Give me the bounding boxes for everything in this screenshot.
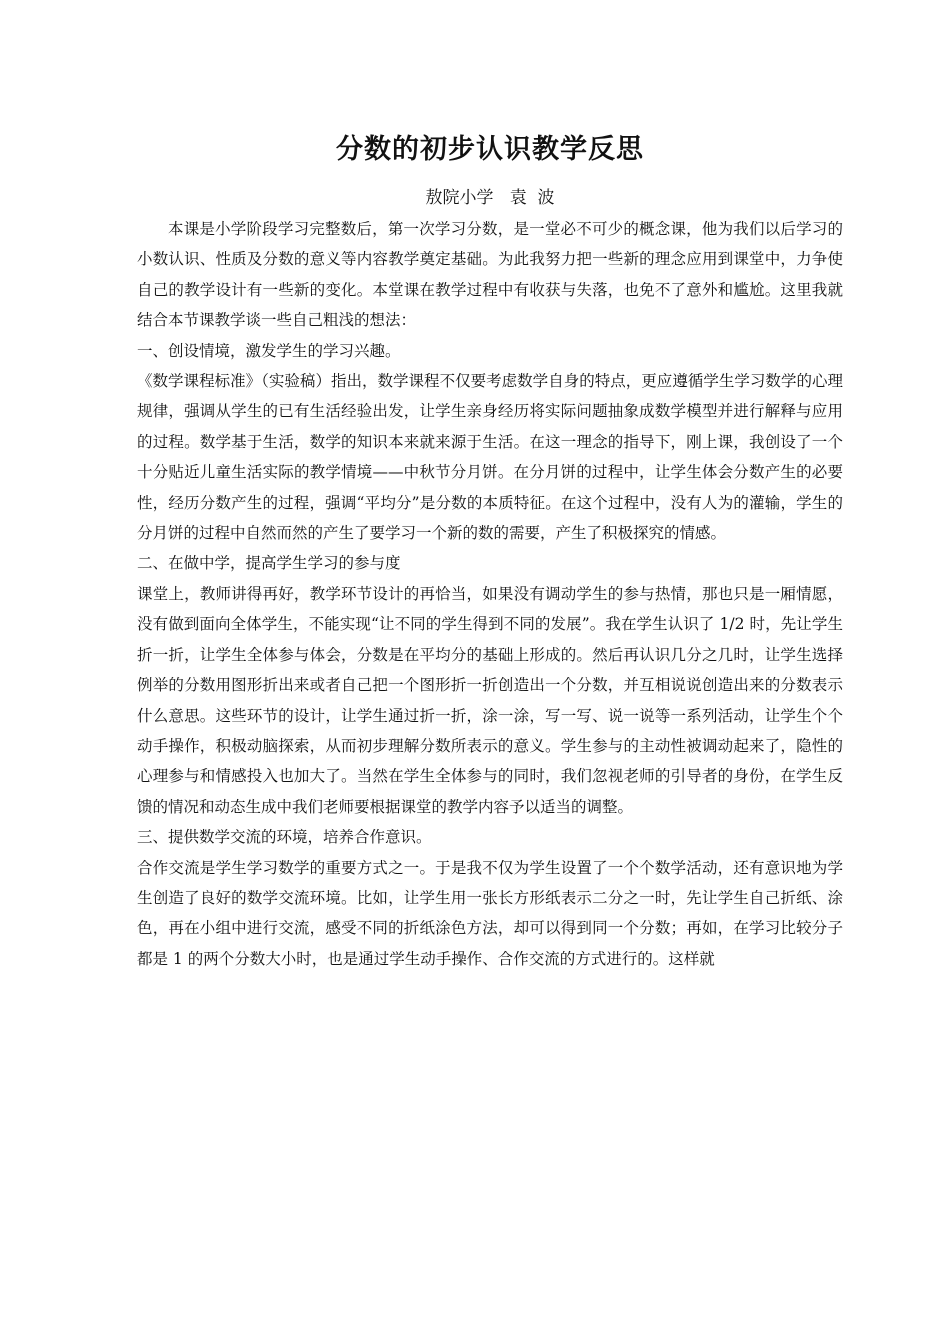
section-heading-2: 二、在做中学，提高学生学习的参与度 <box>137 554 401 573</box>
document-title: 分数的初步认识教学反思 <box>336 134 644 165</box>
section-heading-3: 三、提供数学交流的环境，培养合作意识。 <box>137 828 432 847</box>
section-paragraph-3: 合作交流是学生学习数学的重要方式之一。于是我不仅为学生设置了一个个数学活动，还有意识地为学生创造了良好的数学交流环境。比如，让学生用一张长方形纸表示二分之一时，先让学生自己折纸、涂色，再在小组中进行交流，感受不同的折纸涂色方法，却可以得到同一个分数；再如，在学习比较分子都是 1 的两个分数大小时，也是通过学生动手操作、合作交流的方式进行的。这样就 <box>137 858 843 968</box>
author-line: 敖院小学 袁 波 <box>425 188 555 208</box>
intro-paragraph: 本课是小学阶段学习完整数后，第一次学习分数，是一堂必不可少的概念课，他为我们以后学习的小数认识、性质及分数的意义等内容教学奠定基础。为此我努力把一些新的理念应用到课堂中，力争使自己的教学设计有一些新的变化。本堂课在教学过程中有收获与失落，也免不了意外和尴尬。这里我就结合本节课教学谈一些自己粗浅的想法： <box>137 220 843 330</box>
section-paragraph-2: 课堂上，教师讲得再好，教学环节设计的再恰当，如果没有调动学生的参与热情，那也只是一厢情愿，没有做到面向全体学生，不能实现“让不同的学生得到不同的发展”。我在学生认识了 1/2 时，先让学生折一折，让学生全体参与体会，分数是在平均分的基础上形成的。然后再认识几分之几时，让学生选择例举的分数用图形折出来或者自己把一个图形折一折创造出一个分数，并互相说说创造出来的分数表示什么意思。这些环节的设计，让学生通过折一折，涂一涂，写一写、说一说等一系列活动，让学生个个动手操作，积极动脑探索，从而初步理解分数所表示的意义。学生参与的主动性被调动起来了，隐性的心理参与和情感投入也加大了。当然在学生全体参与的同时，我们忽视老师的引导者的身份，在学生反馈的情况和动态生成中我们老师要根据课堂的教学内容予以适当的调整。 <box>137 584 843 816</box>
document-page <box>137 128 843 974</box>
section-paragraph-1: 《数学课程标准》（实验稿）指出，数学课程不仅要考虑数学自身的特点，更应遵循学生学习数学的心理规律，强调从学生的已有生活经验出发，让学生亲身经历将实际问题抽象成数学模型并进行解释与应用的过程。数学基于生活，数学的知识本来就来源于生活。在这一理念的指导下，刚上课，我创设了一个十分贴近儿童生活实际的教学情境——中秋节分月饼。在分月饼的过程中，让学生体会分数产生的必要性，经历分数产生的过程，强调“平均分”是分数的本质特征。在这个过程中，没有人为的灌输，学生的分月饼的过程中自然而然的产生了要学习一个新的数的需要，产生了积极探究的情感。 <box>137 372 843 543</box>
section-heading-1: 一、创设情境，激发学生的学习兴趣。 <box>137 341 401 360</box>
